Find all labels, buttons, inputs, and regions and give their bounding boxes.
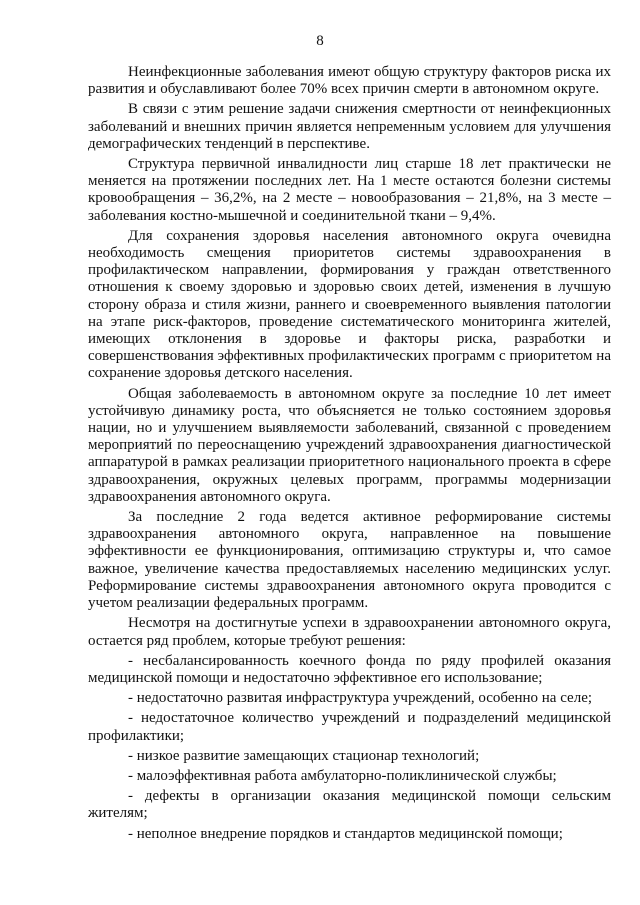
- paragraph: Структура первичной инвалидности лиц старше 18 лет практически не меняется на протяжении последних лет. На 1 месте остаются болезни системы кровообращения – 36,2%, на 2 месте – новообразования – 21,8%, на 3 месте – заболевания костно-мышечной и соединительной ткани – 9,4%.: [88, 156, 611, 224]
- list-item: - несбалансированность коечного фонда по ряду профилей оказания медицинской помощи и недостаточно эффективное его использование;: [88, 652, 611, 686]
- list-item: - малоэффективная работа амбулаторно-поликлинической службы;: [128, 767, 557, 784]
- paragraph: Несмотря на достигнутые успехи в здравоохранении автономного округа, остается ряд проблем, которые требуют решения:: [88, 615, 611, 649]
- paragraph: Общая заболеваемость в автономном округе за последние 10 лет имеет устойчивую динамику роста, что объясняется не только состоянием здоровья нации, но и улучшением выявляемости заболеваний, связанной с проведением мероприятий по переоснащению учреждений здравоохранения диагностической аппаратурой в рамках реализации приоритетного национального проекта в сфере здравоохранения, окружных целевых программ, программы модернизации здравоохранения автономного округа.: [88, 385, 611, 505]
- paragraph: За последние 2 года ведется активное реформирование системы здравоохранения автономного округа, направленное на повышение эффективности ее функционирования, оптимизацию структуры и, что самое важное, увеличение качества предоставляемых населению медицинских услуг. Реформирование системы здравоохранения автономного округа проводится с учетом реализации федеральных программ.: [88, 509, 611, 612]
- list-item: - неполное внедрение порядков и стандартов медицинской помощи;: [128, 825, 563, 842]
- paragraph: Неинфекционные заболевания имеют общую структуру факторов риска их развития и обуславливают более 70% всех причин смерти в автономном округе.: [88, 64, 611, 98]
- body-text: [88, 64, 611, 846]
- list-item: - недостаточно развитая инфраструктура учреждений, особенно на селе;: [128, 690, 593, 707]
- list-item: - недостаточное количество учреждений и подразделений медицинской профилактики;: [88, 710, 611, 744]
- list-item: - низкое развитие замещающих стационар технологий;: [128, 747, 480, 764]
- list-item: - дефекты в организации оказания медицинской помощи сельским жителям;: [88, 788, 611, 822]
- page-number: 8: [316, 33, 324, 49]
- paragraph: В связи с этим решение задачи снижения смертности от неинфекционных заболеваний и внешних причин является непременным условием для улучшения демографических тенденций в перспективе.: [88, 101, 611, 152]
- paragraph: Для сохранения здоровья населения автономного округа очевидна необходимость смещения приоритетов системы здравоохранения в профилактическом направлении, формирования у граждан ответственного отношения к своему здоровью и здоровью своих детей, изменения в лучшую сторону образа и стиля жизни, раннего и своевременного выявления патологии на этапе риск-факторов, проведение систематического мониторинга жителей, имеющих отклонения в здоровье и факторы риска, разработки и совершенствования эффективных профилактических программ с приоритетом на сохранение здоровья детского населения.: [88, 227, 611, 382]
